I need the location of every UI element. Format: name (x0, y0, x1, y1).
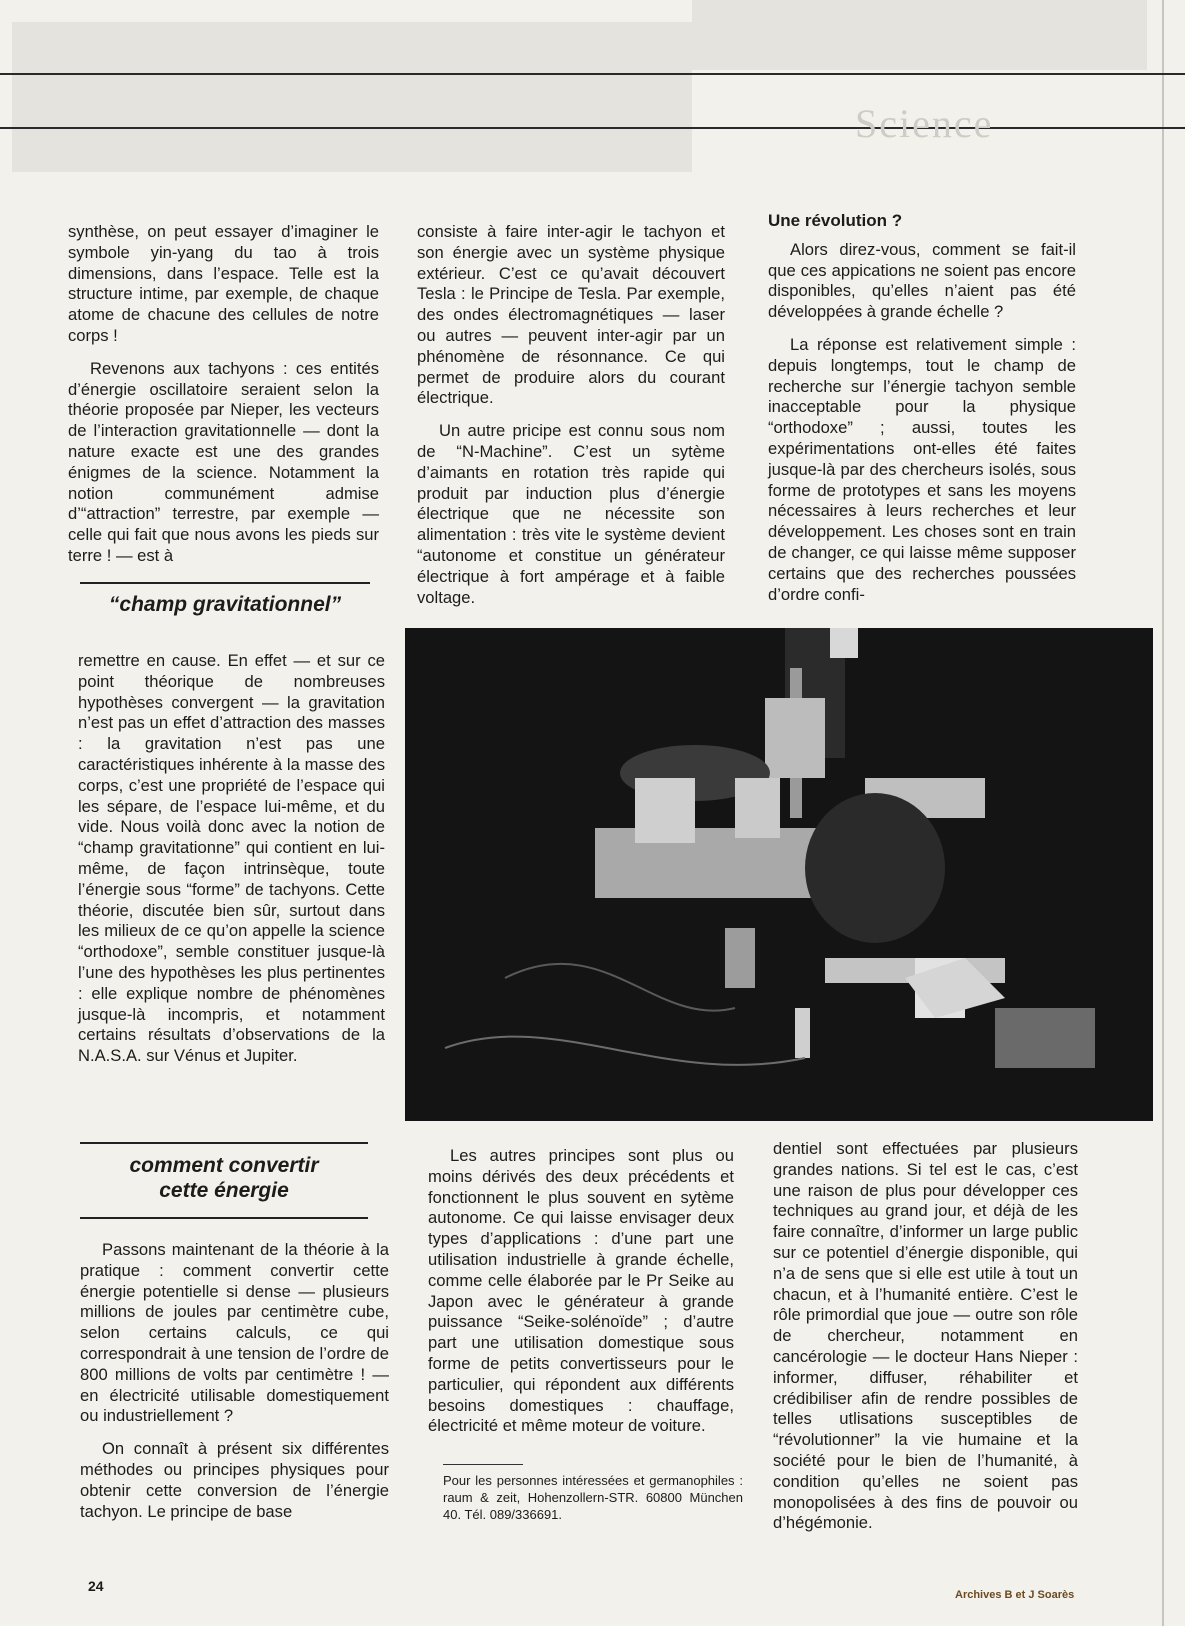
header-rule-bottom (0, 127, 1185, 129)
paragraph: Passons maintenant de la théorie à la pratique : comment convertir cette énergie potentielle si dense — plusieurs millions de joules par centimètre cube, selon certains calculs, ce qui correspondrait à une tension de l’ordre de 800 millions de volts par centimètre ! — en électricité utilisable domestiquement ou industriellement ? (80, 1240, 389, 1426)
machine-photo-illustration (405, 628, 1153, 1121)
section-heading: Une révolution ? (768, 211, 903, 230)
footnote-rule (443, 1464, 523, 1465)
column-right-top (768, 211, 1076, 617)
page-number: 24 (88, 1578, 104, 1594)
paragraph: Alors direz-vous, comment se fait-il que ces appications ne soient pas encore disponibles, qu’elles n’aient pas été développées à grande échelle ? (768, 239, 1076, 322)
paragraph: remettre en cause. En effet — et sur ce point théorique de nombreuses hypothèses convergent — la gravitation n’est pas un effet d’attraction des masses : la gravitation n’est pas une caractéristiques inhérente à la masse des corps, c’est une propriété de l’espace qui les sépare, de l’espace lui-même, et du vide. Nous voilà donc avec la notion de “champ gravitationne” qui contient en lui-même, de façon intrinsèque, toute l’énergie sous “forme” de tachyons. Cette théorie, discutée bien sûr, surtout dans les milieux de ce qu’on appelle la science “orthodoxe”, semble constituer jusque-là l’une des hypothèses les plus pertinentes : elle explique nombre de phénomènes jusque-là incompris, et notamment certains résultats d’observations de la N.A.S.A. sur Vénus et Jupiter. (78, 651, 385, 1066)
column-middle-top (417, 222, 725, 620)
page-edge-line (1162, 0, 1164, 1626)
box-title-convertir: comment convertir cette énergie (80, 1142, 368, 1219)
column-left-middle (78, 651, 385, 1079)
paragraph: Revenons aux tachyons : ces entités d’énergie oscillatoire seraient selon la théorie proposée par Nieper, les vecteurs de l’interaction gravitationnelle — dont la nature exacte est une des grandes énigmes de la science. Notamment la notion communément admise d’“attraction” terrestre, par exemple — celle qui fait que nous avons les pieds sur terre ! — est à (68, 358, 379, 565)
background-panel-left (12, 22, 692, 172)
paragraph: On connaît à présent six différentes méthodes ou principes physiques pour obtenir cette conversion de l’énergie tachyon. Le principe de base (80, 1439, 389, 1521)
background-panel-right (692, 0, 1147, 70)
footnote: Pour les personnes intéressées et germanophiles : raum & zeit, Hohenzollern-STR. 60800 München 40. Tél. 089/336691. (443, 1473, 743, 1522)
paragraph: Un autre pricipe est connu sous nom de “N-Machine”. C’est un sytème d’aimants en rotation très rapide qui produit par induction plus d’énergie électrique que ne nécessite son alimentation : très vite le système devient “autonome et constitue un générateur électrique à fort ampérage et à faible voltage. (417, 421, 725, 607)
paragraph: synthèse, on peut essayer d’imaginer le symbole yin-yang du tao à trois dimensions, dans l’espace. Telle est la structure intime, par exemple, de chaque atome de chacune des cellules de notre corps ! (68, 222, 379, 345)
header-rule-top (0, 73, 1185, 75)
column-right-bottom (773, 1139, 1078, 1546)
archive-credit: Archives B et J Soarès (955, 1589, 1075, 1601)
paragraph: Les autres principes sont plus ou moins dérivés des deux précédents et fonctionnent le plus souvent en sytème autonome. Ce qui laisse envisager deux types d’applications : d’une part une utilisation industrielle à grande échelle, comme celle élaborée par le Pr Seike au Japon avec le générateur à grande puissance “Seike-solénoïde” ; d’autre part une utilisation domestique sous forme de petits convertisseurs pour le particulier, qui répondent aux différents besoins domestiques : chauffage, électricité et même moteur de voiture. (428, 1146, 734, 1436)
column-left-top (68, 222, 379, 579)
machine-photo (405, 628, 1153, 1121)
paragraph: La réponse est relativement simple : depuis longtemps, tout le champ de recherche sur l’énergie tachyon semble inacceptable pour la physique “orthodoxe” ; aussi, toutes les expérimentations ont-elles été faites jusque-là par des chercheurs isolés, sous forme de prototypes et sans les moyens nécessaires à leurs recherches et leur développement. Les choses sont en train de changer, ce qui laisse même supposer certains que des recherches poussées d’ordre confi- (768, 334, 1076, 604)
section-header-word: Science (855, 101, 994, 146)
box-title-champ: “champ gravitationnel” (80, 582, 370, 625)
column-middle-bottom (428, 1146, 734, 1449)
paragraph: dentiel sont effectuées par plusieurs grandes nations. Si tel est le cas, c’est une raison de plus pour développer ces techniques au grand jour, et déjà de les faire connaître, d’informer un large public sur ce potentiel d’énergie disponible, qui n’a de sens que si elle est utile à tout un chacun, et à l’humanité entière. C’est le rôle primordial que joue — outre son rôle de chercheur, notamment en cancérologie — le docteur Hans Nieper : informer, diffuser, réhabiliter et crédibiliser afin de rendre possibles de telles utlisations susceptibles de “révolutionner” la vie humaine et la société pour le bien de l’humanité, à condition qu’elles ne soient pas monopolisées à des fins de pouvoir ou d’hégémonie. (773, 1139, 1078, 1533)
column-left-bottom (80, 1240, 389, 1534)
paragraph: consiste à faire inter-agir le tachyon et son énergie avec un système physique extérieur. C’est ce qu’avait découvert Tesla : le Principe de Tesla. Par exemple, des ondes électromagnétiques — laser ou autres — peuvent inter-agir par un phénomène de résonnance. Ce qui permet de produire alors du courant électrique. (417, 222, 725, 408)
